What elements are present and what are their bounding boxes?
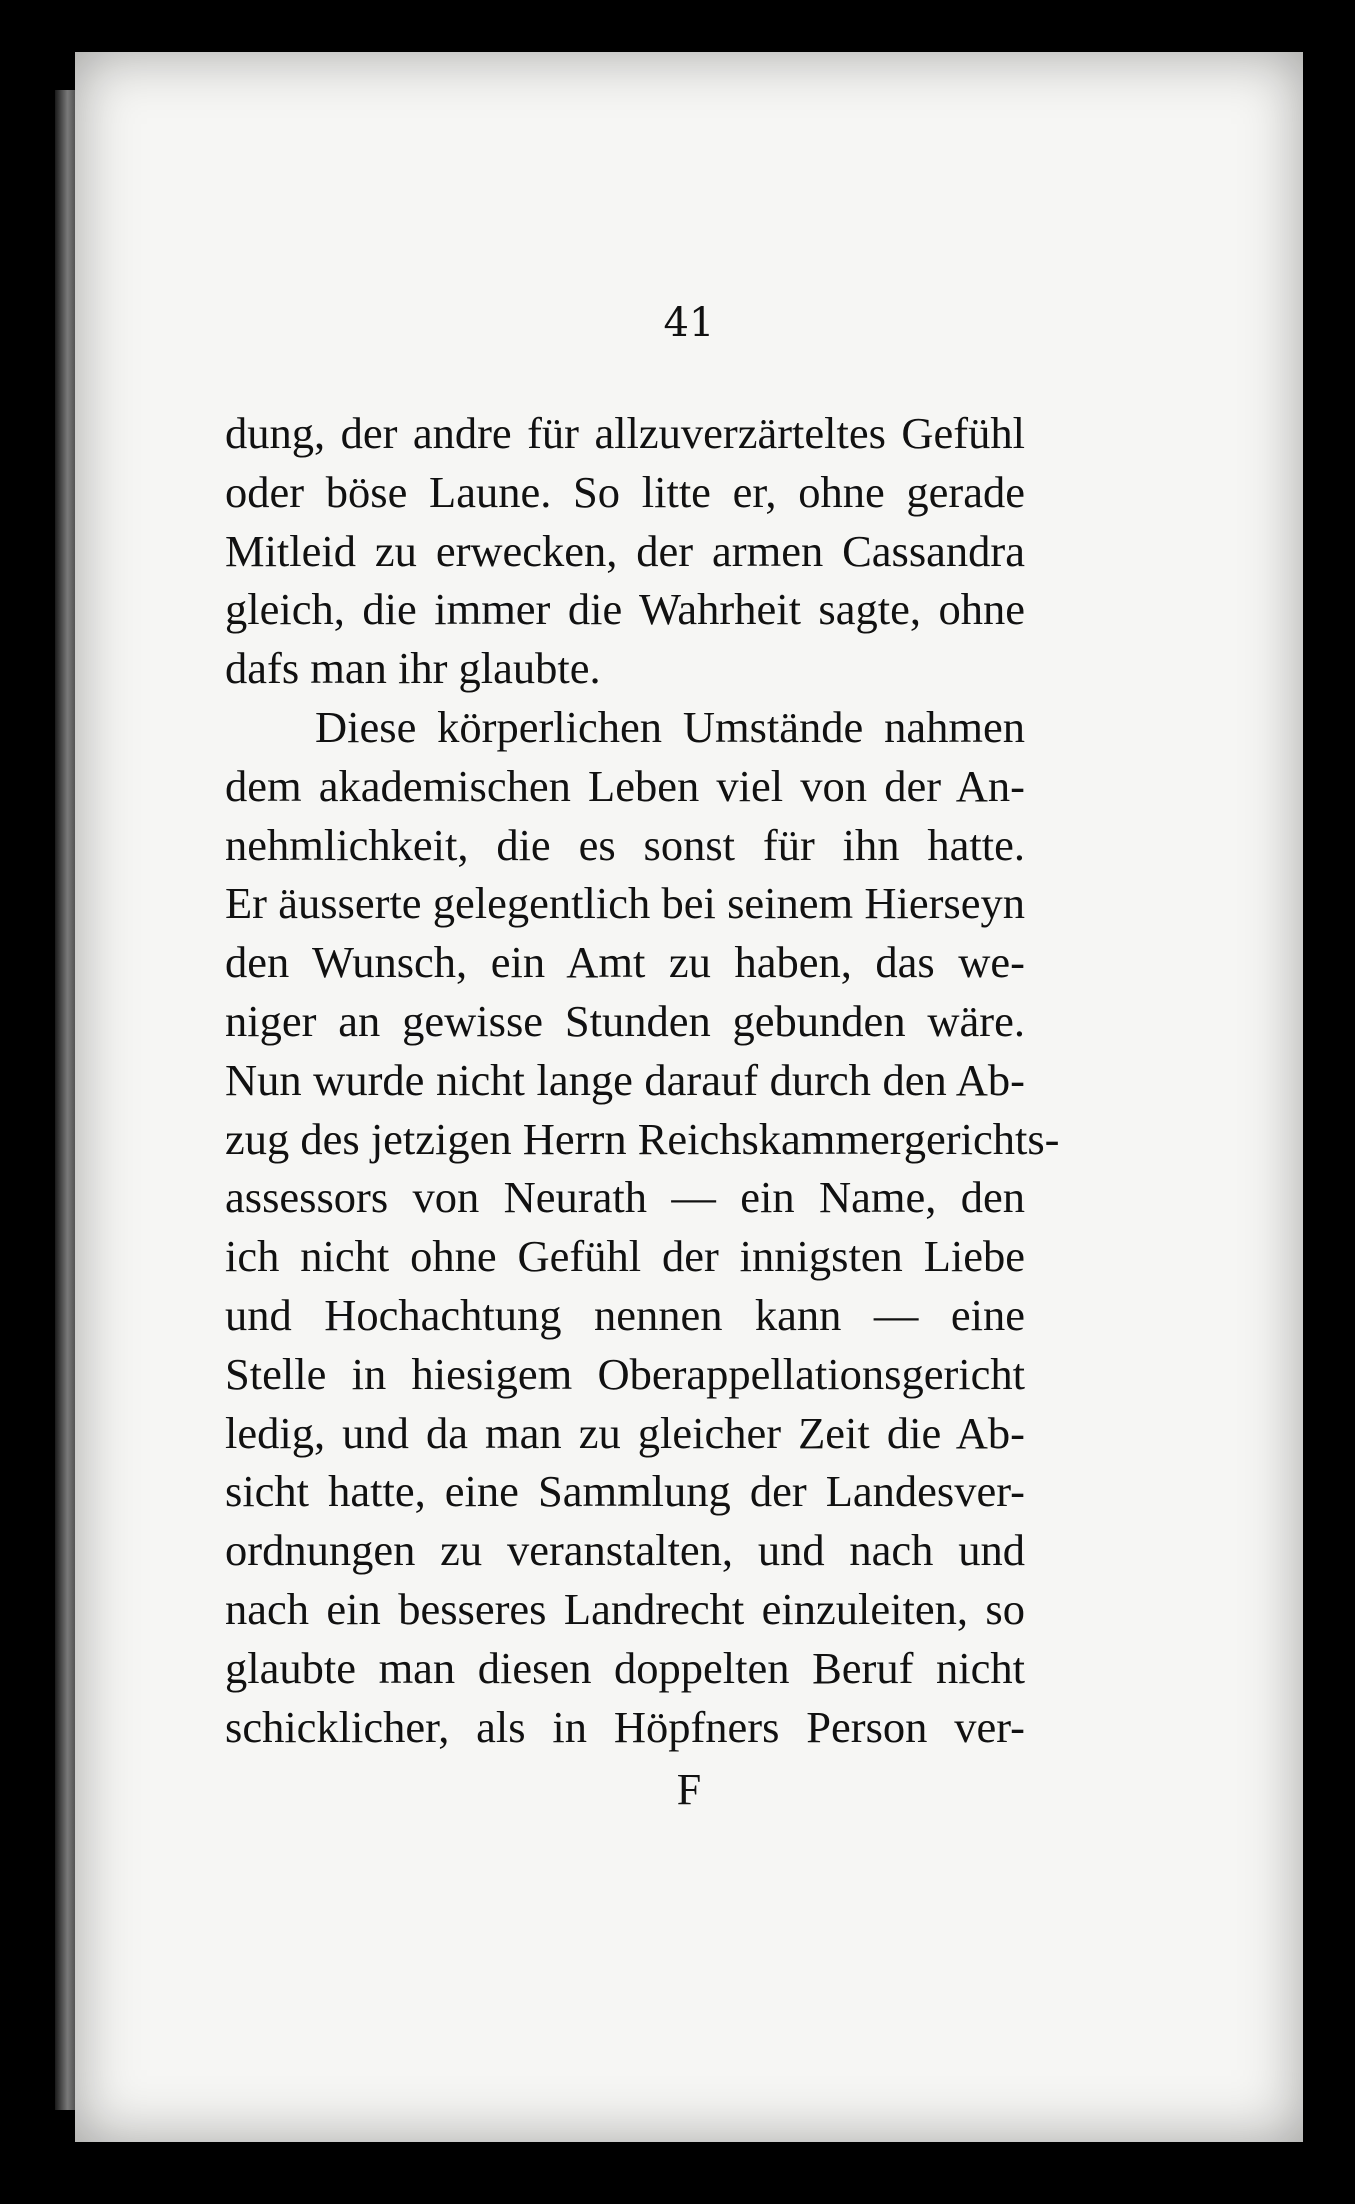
page-number: 41 xyxy=(663,300,715,346)
text-line: nehmlichkeit, die es sonst für ihn hatte. xyxy=(225,819,1025,870)
text-line: dem akademischen Leben viel von der An- xyxy=(225,760,1025,811)
text-line-paragraph-start: Diese körperlichen Umstände nahmen xyxy=(315,701,1025,752)
text-line: ordnungen zu veranstalten, und nach und xyxy=(225,1525,1025,1576)
text-line: gleich, die immer die Wahrheit sagte, ohne xyxy=(225,584,1025,635)
body-text xyxy=(225,404,1060,1756)
text-line: assessors von Neurath — ein Name, den xyxy=(225,1172,1025,1223)
text-line: Mitleid zu erwecken, der armen Cassandra xyxy=(225,525,1025,576)
text-line: Stelle in hiesigem Oberappellationsgericht xyxy=(225,1348,1025,1399)
text-line: dafs man ihr glaubte. xyxy=(225,643,601,694)
book-page xyxy=(75,52,1303,2142)
text-line: ledig, und da man zu gleicher Zeit die Ab- xyxy=(225,1407,1025,1458)
text-line: sicht hatte, eine Sammlung der Landesver- xyxy=(225,1466,1025,1517)
text-line: schicklicher, als in Höpfners Person ver- xyxy=(225,1701,1025,1752)
text-line: niger an gewisse Stunden gebunden wäre. xyxy=(225,995,1025,1046)
text-line: glaubte man diesen doppelten Beruf nicht xyxy=(225,1642,1025,1693)
text-line: ich nicht ohne Gefühl der innigsten Liebe xyxy=(225,1231,1025,1282)
signature-mark: F xyxy=(676,1765,702,1814)
text-line: Nun wurde nicht lange darauf durch den Ab- xyxy=(225,1054,1025,1105)
text-line: nach ein besseres Landrecht einzuleiten, so xyxy=(225,1583,1025,1634)
text-line: den Wunsch, ein Amt zu haben, das we- xyxy=(225,937,1025,988)
text-line: Er äusserte gelegentlich bei seinem Hierseyn xyxy=(225,878,1025,929)
text-line: oder böse Laune. So litte er, ohne gerade xyxy=(225,466,1025,517)
text-line: dung, der andre für allzuverzärteltes Gefühl xyxy=(225,408,1025,458)
text-line: zug des jetzigen Herrn Reichskammergerichts- xyxy=(225,1113,1060,1164)
text-line: und Hochachtung nennen kann — eine xyxy=(225,1289,1025,1340)
